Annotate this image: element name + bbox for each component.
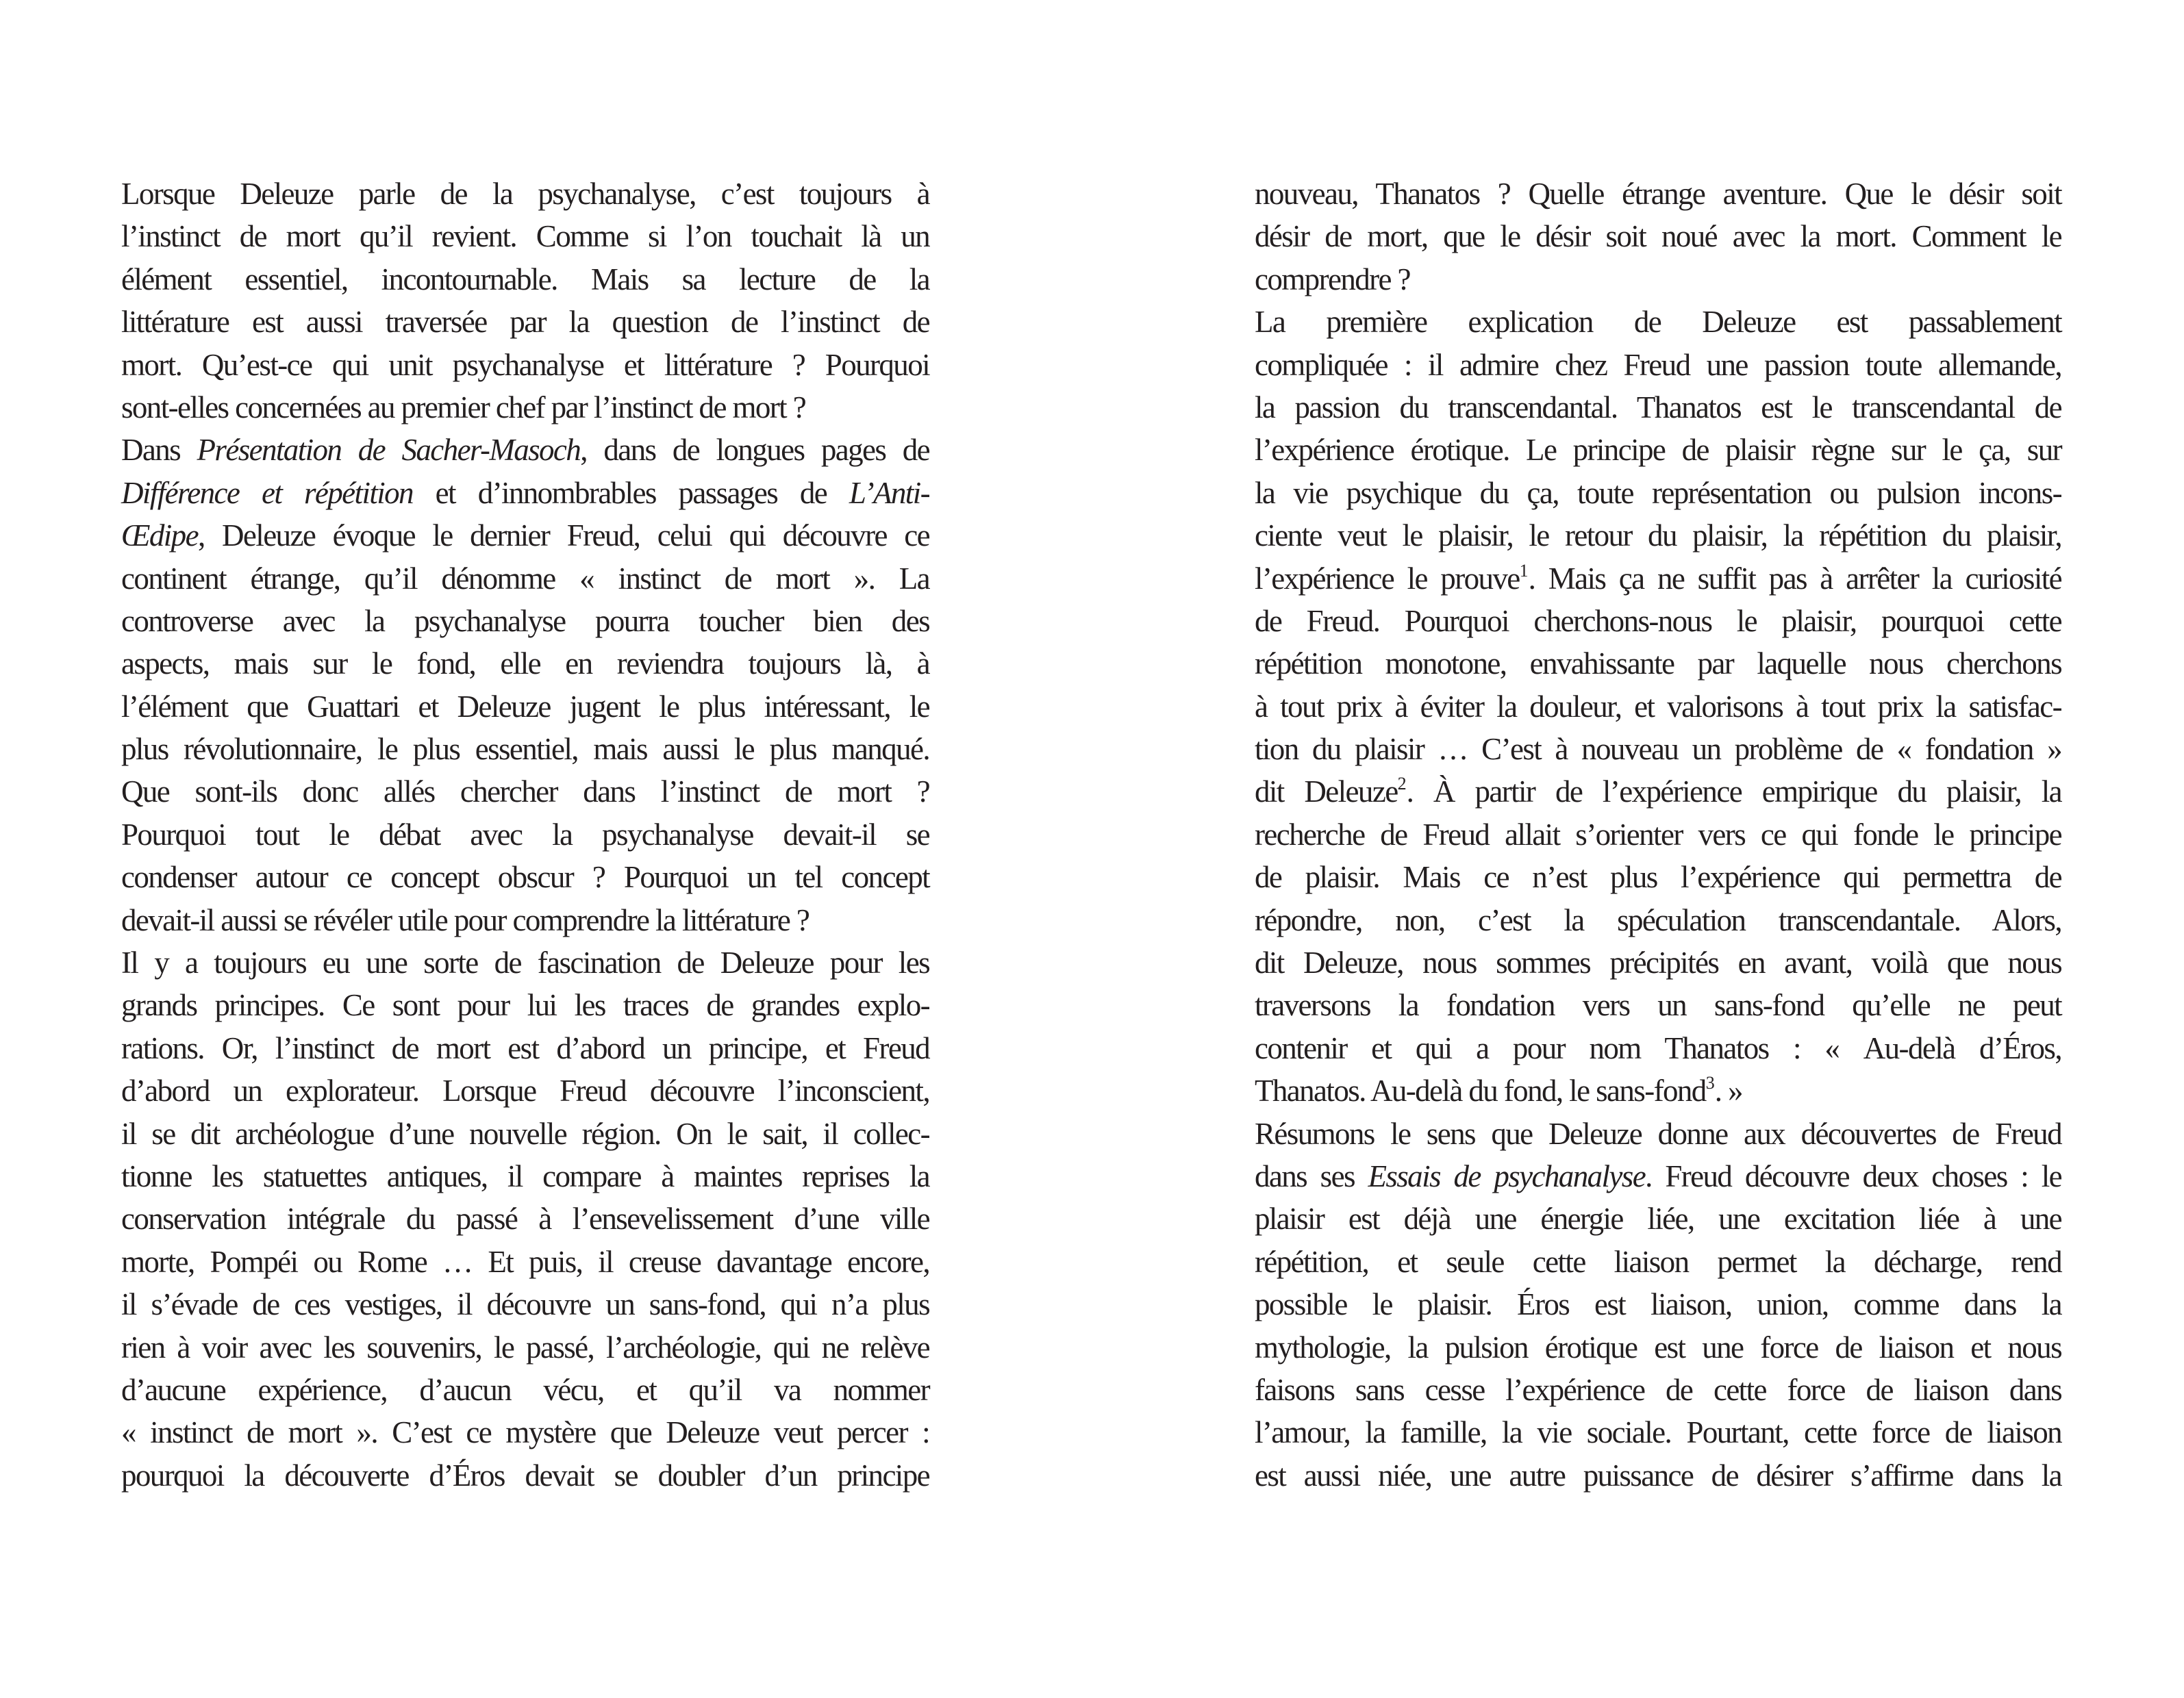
text-line xyxy=(121,813,929,856)
text-segment: controverse avec la psychanalyse pourra toucher bien des xyxy=(121,603,929,638)
text-segment: continent étrange, qu’il dénomme « instinct de mort ». La xyxy=(121,561,929,596)
text-segment: devait-il aussi se révéler utile pour comprendre la littérature ? xyxy=(121,902,809,937)
text-line xyxy=(121,1454,929,1497)
text-segment: l’élément que Guattari et Deleuze jugent le plus intéressant, le xyxy=(121,689,929,724)
text-segment: tion du plaisir … C’est à nouveau un problème de « fondation » xyxy=(1255,732,2061,767)
text-line xyxy=(1255,429,2061,471)
text-line xyxy=(1255,258,2061,301)
text-segment: littérature est aussi traversée par la question de l’instinct de xyxy=(121,305,929,340)
text-line xyxy=(1255,899,2061,941)
text-segment: répétition, et seule cette liaison permet la décharge, rend xyxy=(1255,1244,2061,1279)
text-line xyxy=(121,344,929,386)
text-line xyxy=(1255,472,2061,514)
text-segment: pourquoi la découverte d’Éros devait se doubler d’un principe xyxy=(121,1458,929,1493)
text-line xyxy=(121,215,929,257)
text-segment: Thanatos. Au-delà du fond, le sans-fond xyxy=(1255,1074,1706,1108)
text-line xyxy=(121,1069,929,1112)
text-segment: est aussi niée, une autre puissance de désirer s’affirme dans la xyxy=(1255,1458,2061,1493)
footnote-marker: 1 xyxy=(1519,560,1529,581)
text-segment: l’instinct de mort qu’il revient. Comme si l’on touchait là un xyxy=(121,219,929,254)
italic-title: Essais de psychanalyse xyxy=(1368,1158,1646,1193)
text-segment: la vie psychique du ça, toute représentation ou pulsion incons- xyxy=(1255,475,2061,510)
text-line xyxy=(121,386,929,429)
text-segment: . Freud découvre deux choses : le xyxy=(1645,1158,2061,1193)
text-line xyxy=(121,514,929,557)
text-line xyxy=(1255,1326,2061,1369)
text-segment: condenser autour ce concept obscur ? Pourquoi un tel concept xyxy=(121,860,929,895)
text-segment: plaisir est déjà une énergie liée, une excitation liée à une xyxy=(1255,1202,2061,1237)
text-segment: ciente veut le plaisir, le retour du plaisir, la répétition du plaisir, xyxy=(1255,518,2061,553)
text-segment: . » xyxy=(1714,1074,1742,1108)
text-segment: dit Deleuze xyxy=(1255,774,1398,809)
text-line xyxy=(1255,1454,2061,1497)
italic-title: Œdipe xyxy=(121,518,198,553)
text-segment: mythologie, la pulsion érotique est une force de liaison et nous xyxy=(1255,1330,2061,1365)
text-line xyxy=(1255,557,2061,600)
text-line xyxy=(1255,600,2061,642)
text-line xyxy=(121,1198,929,1240)
text-segment: comprendre ? xyxy=(1255,262,1410,296)
italic-title: Présentation de Sacher-Masoch xyxy=(197,433,581,468)
text-line xyxy=(121,173,929,215)
text-line xyxy=(121,1113,929,1155)
italic-title: Différence et répétition xyxy=(121,475,413,510)
text-segment: rations. Or, l’instinct de mort est d’abord un principe, et Freud xyxy=(121,1030,929,1065)
text-line xyxy=(121,856,929,898)
text-line xyxy=(121,1326,929,1369)
right-page-text xyxy=(1255,173,2061,1497)
text-line xyxy=(121,472,929,514)
text-line xyxy=(121,899,929,941)
text-line xyxy=(121,429,929,471)
text-line xyxy=(121,1283,929,1326)
text-line xyxy=(121,1241,929,1283)
text-segment: tionne les statuettes antiques, il compare à maintes reprises la xyxy=(121,1158,929,1193)
text-segment: plus révolutionnaire, le plus essentiel, mais aussi le plus manqué. xyxy=(121,732,929,767)
text-line xyxy=(1255,1241,2061,1283)
text-line xyxy=(1255,514,2061,557)
text-segment: mort. Qu’est-ce qui unit psychanalyse et littérature ? Pourquoi xyxy=(121,347,929,382)
text-line xyxy=(1255,642,2061,685)
text-segment: de plaisir. Mais ce n’est plus l’expérience qui permettra de xyxy=(1255,860,2061,895)
text-segment: de Freud. Pourquoi cherchons-nous le plaisir, pourquoi cette xyxy=(1255,603,2061,638)
footnote-marker: 3 xyxy=(1705,1073,1715,1093)
text-segment: et d’innombrables passages de xyxy=(412,475,849,510)
left-page-text xyxy=(121,173,929,1497)
text-segment: La première explication de Deleuze est passablement xyxy=(1255,305,2061,340)
text-segment: compliquée : il admire chez Freud une passion toute allemande, xyxy=(1255,347,2061,382)
text-segment: , Deleuze évoque le dernier Freud, celui qui découvre ce xyxy=(197,518,929,553)
text-line xyxy=(121,301,929,343)
text-segment: grands principes. Ce sont pour lui les traces de grandes explo- xyxy=(121,988,929,1023)
text-segment: répétition monotone, envahissante par laquelle nous cherchons xyxy=(1255,646,2061,681)
text-line xyxy=(1255,685,2061,728)
text-line xyxy=(121,728,929,770)
text-line xyxy=(1255,1069,2061,1112)
text-line xyxy=(1255,301,2061,343)
text-line xyxy=(121,984,929,1026)
text-line xyxy=(1255,1283,2061,1326)
text-segment: dans ses xyxy=(1255,1158,1368,1193)
text-segment: conservation intégrale du passé à l’ensevelissement d’une ville xyxy=(121,1202,929,1237)
text-line xyxy=(1255,344,2061,386)
text-segment: . Mais ça ne suffit pas à arrêter la curiosité xyxy=(1528,561,2061,596)
footnote-marker: 2 xyxy=(1397,774,1407,794)
text-line xyxy=(1255,1155,2061,1198)
text-segment: il s’évade de ces vestiges, il découvre un sans-fond, qui n’a plus xyxy=(121,1287,929,1322)
text-segment: traversons la fondation vers un sans-fond qu’elle ne peut xyxy=(1255,988,2061,1023)
text-segment: l’expérience le prouve xyxy=(1255,561,1520,596)
italic-title: L’Anti- xyxy=(849,475,929,510)
text-segment: . À partir de l’expérience empirique du plaisir, la xyxy=(1406,774,2061,809)
text-segment: recherche de Freud allait s’orienter vers ce qui fonde le principe xyxy=(1255,817,2061,852)
text-segment: élément essentiel, incontournable. Mais sa lecture de la xyxy=(121,262,929,296)
text-segment: nouveau, Thanatos ? Quelle étrange aventure. Que le désir soit xyxy=(1255,177,2061,211)
text-line xyxy=(1255,770,2061,813)
text-segment: sont-elles concernées au premier chef par l’instinct de mort ? xyxy=(121,390,806,424)
text-segment: contenir et qui a pour nom Thanatos : « Au-delà d’Éros, xyxy=(1255,1030,2061,1065)
text-segment: l’expérience érotique. Le principe de plaisir règne sur le ça, sur xyxy=(1255,433,2061,468)
text-line xyxy=(121,642,929,685)
text-segment: faisons sans cesse l’expérience de cette force de liaison dans xyxy=(1255,1372,2061,1407)
text-line xyxy=(121,1027,929,1069)
text-line xyxy=(121,1155,929,1198)
text-segment: Il y a toujours eu une sorte de fascination de Deleuze pour les xyxy=(121,946,929,980)
text-line xyxy=(1255,215,2061,257)
text-line xyxy=(1255,728,2061,770)
text-segment: il se dit archéologue d’une nouvelle région. On le sait, il collec- xyxy=(121,1116,929,1151)
text-line xyxy=(121,1369,929,1411)
text-segment: aspects, mais sur le fond, elle en reviendra toujours là, à xyxy=(121,646,929,681)
text-segment: rien à voir avec les souvenirs, le passé, l’archéologie, qui ne relève xyxy=(121,1330,929,1365)
text-line xyxy=(121,258,929,301)
text-segment: répondre, non, c’est la spéculation transcendantale. Alors, xyxy=(1255,902,2061,937)
text-segment: l’amour, la famille, la vie sociale. Pourtant, cette force de liaison xyxy=(1255,1415,2061,1450)
text-line xyxy=(1255,813,2061,856)
text-line xyxy=(1255,1369,2061,1411)
text-line xyxy=(1255,984,2061,1026)
text-line xyxy=(121,685,929,728)
text-segment: Dans xyxy=(121,433,197,468)
text-segment: à tout prix à éviter la douleur, et valorisons à tout prix la satisfac- xyxy=(1255,689,2061,724)
text-line xyxy=(1255,1198,2061,1240)
text-line xyxy=(1255,1113,2061,1155)
text-line xyxy=(121,941,929,984)
text-line xyxy=(1255,386,2061,429)
text-line xyxy=(121,770,929,813)
text-segment: « instinct de mort ». C’est ce mystère que Deleuze veut percer : xyxy=(121,1415,929,1450)
text-line xyxy=(121,1411,929,1454)
text-line xyxy=(1255,173,2061,215)
text-line xyxy=(1255,856,2061,898)
text-line xyxy=(1255,941,2061,984)
text-segment: morte, Pompéi ou Rome … Et puis, il creuse davantage encore, xyxy=(121,1244,929,1279)
text-segment: Pourquoi tout le débat avec la psychanalyse devait-il se xyxy=(121,817,929,852)
text-segment: possible le plaisir. Éros est liaison, union, comme dans la xyxy=(1255,1287,2061,1322)
text-segment: dit Deleuze, nous sommes précipités en avant, voilà que nous xyxy=(1255,946,2061,980)
text-segment: d’abord un explorateur. Lorsque Freud découvre l’inconscient, xyxy=(121,1074,929,1108)
text-line xyxy=(121,557,929,600)
text-line xyxy=(121,600,929,642)
text-segment: Lorsque Deleuze parle de la psychanalyse, c’est toujours à xyxy=(121,177,929,211)
text-segment: Que sont-ils donc allés chercher dans l’instinct de mort ? xyxy=(121,774,929,809)
text-segment: la passion du transcendantal. Thanatos est le transcendantal de xyxy=(1255,390,2061,424)
text-segment: Résumons le sens que Deleuze donne aux découvertes de Freud xyxy=(1255,1116,2061,1151)
text-segment: , dans de longues pages de xyxy=(580,433,930,468)
text-line xyxy=(1255,1411,2061,1454)
text-segment: désir de mort, que le désir soit noué avec la mort. Comment le xyxy=(1255,219,2061,254)
text-segment: d’aucune expérience, d’aucun vécu, et qu’il va nommer xyxy=(121,1372,929,1407)
text-line xyxy=(1255,1027,2061,1069)
